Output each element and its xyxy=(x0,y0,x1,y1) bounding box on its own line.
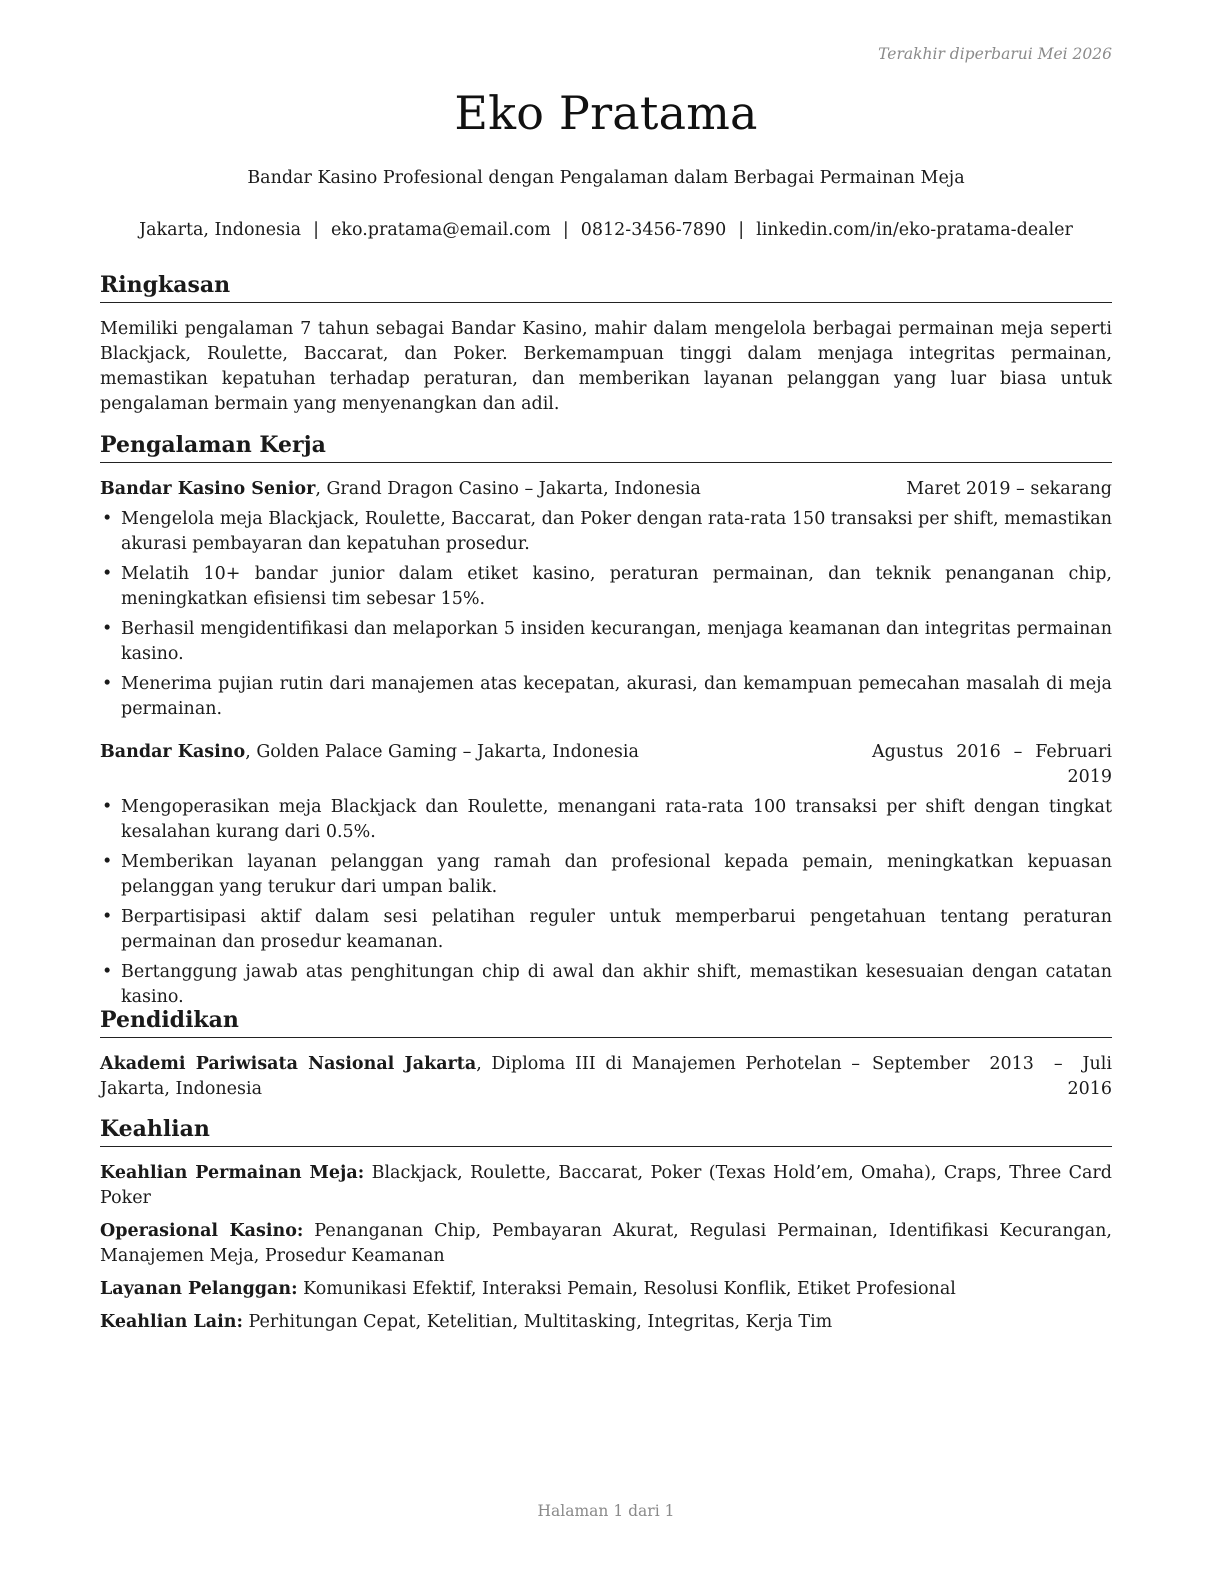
job-dates: Maret 2019 – sekarang xyxy=(906,479,1112,499)
skill-row xyxy=(100,1219,1112,1269)
summary-section xyxy=(100,270,1112,417)
candidate-name: Eko Pratama xyxy=(454,86,758,140)
list-item: • Berpartisipasi aktif dalam sesi pelatihan reguler untuk memperbarui pengetahuan tentang peraturan permainan dan prosedur keamanan. xyxy=(100,905,1112,955)
job-company: , Grand Dragon Casino – Jakarta, Indonesia xyxy=(315,479,701,499)
education-section xyxy=(100,1005,1112,1102)
skill-label: Keahlian Lain: xyxy=(100,1312,243,1332)
list-item: • Melatih 10+ bandar junior dalam etiket kasino, peraturan permainan, dan teknik penanganan chip, meningkatkan efisiensi tim sebesar 15%. xyxy=(100,562,1112,612)
education-entry xyxy=(100,1052,1112,1102)
list-item: • Mengoperasikan meja Blackjack dan Roulette, menangani rata-rata 100 transaksi per shift dengan tingkat kesalahan kurang dari 0.5%. xyxy=(100,795,1112,845)
section-title-summary: Ringkasan xyxy=(100,270,1112,303)
skill-value: Penanganan Chip, Pembayaran Akurat, Regulasi Permainan, Identifikasi Kecurangan, Manajemen Meja, Prosedur Keamanan xyxy=(100,1221,1112,1266)
education-dates: September 2013 – Juli 2016 xyxy=(872,1054,1112,1099)
contact-line xyxy=(100,220,1112,240)
list-item: • Menerima pujian rutin dari manajemen atas kecepatan, akurasi, dan kemampuan pemecahan masalah di meja permainan. xyxy=(100,672,1112,722)
skill-label: Operasional Kasino: xyxy=(100,1221,304,1241)
job-bullets xyxy=(100,507,1112,722)
job-header xyxy=(100,740,1112,790)
list-item: • Memberikan layanan pelanggan yang ramah dan profesional kepada pemain, meningkatkan kepuasan pelanggan yang terukur dari umpan balik. xyxy=(100,850,1112,900)
education-school: Akademi Pariwisata Nasional Jakarta xyxy=(100,1054,477,1074)
job-role: Bandar Kasino xyxy=(100,742,246,762)
job-dates: Agustus 2016 – Februari 2019 xyxy=(872,742,1112,787)
contact-email[interactable]: eko.pratama@email.com xyxy=(331,220,551,240)
contact-phone: 0812-3456-7890 xyxy=(580,220,727,240)
resume-page xyxy=(100,0,1112,1584)
contact-location: Jakarta, Indonesia xyxy=(139,220,302,240)
skill-row xyxy=(100,1277,1112,1302)
skill-label: Keahlian Permainan Meja: xyxy=(100,1163,365,1183)
job-bullets xyxy=(100,795,1112,1010)
skill-row xyxy=(100,1310,1112,1335)
page-number-footer: Halaman 1 dari 1 xyxy=(537,1502,675,1520)
summary-text: Memiliki pengalaman 7 tahun sebagai Bandar Kasino, mahir dalam mengelola berbagai permainan meja seperti Blackjack, Roulette, Baccarat, dan Poker. Berkemampuan tinggi dalam menjaga integritas permainan, memastikan kepatuhan terhadap peraturan, dan memberikan layanan pelanggan yang luar biasa untuk pengalaman bermain yang menyenangkan dan adil. xyxy=(100,319,1112,414)
list-item: • Bertanggung jawab atas penghitungan chip di awal dan akhir shift, memastikan kesesuaian dengan catatan kasino. xyxy=(100,960,1112,1010)
section-title-experience: Pengalaman Kerja xyxy=(100,430,1112,463)
experience-section xyxy=(100,430,1112,1015)
last-updated-note: Terakhir diperbarui Mei 2026 xyxy=(878,45,1112,63)
section-title-education: Pendidikan xyxy=(100,1005,1112,1038)
contact-linkedin[interactable]: linkedin.com/in/eko-pratama-dealer xyxy=(756,220,1073,240)
job-header xyxy=(100,477,1112,502)
job-entry xyxy=(100,477,1112,722)
candidate-tagline: Bandar Kasino Profesional dengan Pengalaman dalam Berbagai Permainan Meja xyxy=(247,168,965,188)
contact-separator: | xyxy=(738,220,745,240)
job-company: , Golden Palace Gaming – Jakarta, Indonesia xyxy=(245,742,639,762)
contact-separator: | xyxy=(562,220,569,240)
skills-section xyxy=(100,1114,1112,1343)
skill-row xyxy=(100,1161,1112,1211)
list-item: • Berhasil mengidentifikasi dan melaporkan 5 insiden kecurangan, menjaga keamanan dan integritas permainan kasino. xyxy=(100,617,1112,667)
section-title-skills: Keahlian xyxy=(100,1114,1112,1147)
skill-value: Blackjack, Roulette, Baccarat, Poker (Texas Hold’em, Omaha), Craps, Three Card Poker xyxy=(100,1163,1112,1208)
contact-separator: | xyxy=(313,220,320,240)
education-detail: , Diploma III di Manajemen Perhotelan – Jakarta, Indonesia xyxy=(100,1054,860,1099)
skills-list xyxy=(100,1161,1112,1335)
job-entry xyxy=(100,740,1112,1010)
job-role: Bandar Kasino Senior xyxy=(100,479,316,499)
skill-label: Layanan Pelanggan: xyxy=(100,1279,298,1299)
list-item: • Mengelola meja Blackjack, Roulette, Baccarat, dan Poker dengan rata-rata 150 transaksi per shift, memastikan akurasi pembayaran dan kepatuhan prosedur. xyxy=(100,507,1112,557)
skill-value: Perhitungan Cepat, Ketelitian, Multitasking, Integritas, Kerja Tim xyxy=(248,1312,833,1332)
skill-value: Komunikasi Efektif, Interaksi Pemain, Resolusi Konflik, Etiket Profesional xyxy=(303,1279,956,1299)
